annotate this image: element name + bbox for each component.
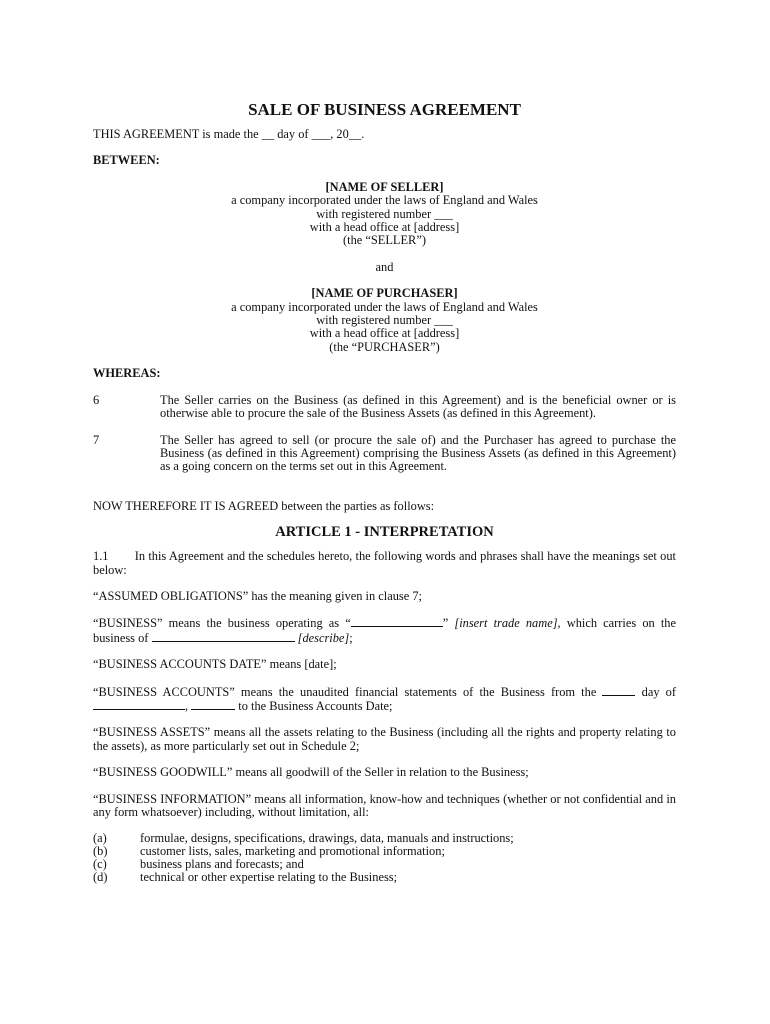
business-description-blank <box>152 631 295 642</box>
recital-number: 6 <box>93 392 100 407</box>
purchaser-line-1: a company incorporated under the laws of England and Wales <box>231 299 538 314</box>
purchaser-line-4: (the “PURCHASER”) <box>329 339 440 354</box>
between-heading: BETWEEN: <box>93 153 160 168</box>
year-blank <box>191 699 235 710</box>
clause-1-1: 1.1 In this Agreement and the schedules hereto, the following words and phrases shall have the meanings set out below: <box>93 549 680 577</box>
seller-line-1: a company incorporated under the laws of England and Wales <box>231 193 538 208</box>
seller-line-4: (the “SELLER”) <box>343 233 426 248</box>
recital-text: The Seller carries on the Business (as defined in this Agreement) and is the beneficial owner or is otherwise able to procure the sale of the Business Assets (as defined in this Agreement). <box>160 392 676 421</box>
list-text: business plans and forecasts; and <box>140 857 304 872</box>
list-label: (d) <box>93 870 108 885</box>
recital-text: The Seller has agreed to sell (or procure the sale of) and the Purchaser has agreed to purchase the Business (as defined in this Agreement) comprising the Business Assets (as defined in this Agreement) as a going concern on the terms set out in this Agreement. <box>160 432 676 474</box>
trade-name-blank <box>351 616 443 627</box>
seller-name: [NAME OF SELLER] <box>325 179 444 194</box>
seller-block <box>93 181 676 248</box>
list-text: customer lists, sales, marketing and promotional information; <box>140 844 445 859</box>
recital-item <box>93 434 676 474</box>
definition-business-goodwill: “BUSINESS GOODWILL” means all goodwill of the Seller in relation to the Business; <box>93 765 529 780</box>
definition-assumed-obligations: “ASSUMED OBLIGATIONS” has the meaning given in clause 7; <box>93 588 422 603</box>
whereas-heading: WHEREAS: <box>93 366 161 381</box>
list-text: formulae, designs, specifications, drawings, data, manuals and instructions; <box>140 831 514 846</box>
list-label: (b) <box>93 844 108 859</box>
purchaser-line-2: with registered number ___ <box>316 313 453 328</box>
list-text: technical or other expertise relating to the Business; <box>140 870 398 885</box>
day-blank <box>602 685 635 696</box>
definition-business-assets: “BUSINESS ASSETS” means all the assets relating to the Business (including all the rights and property relating to the assets), as more particularly set out in Schedule 2; <box>93 725 676 753</box>
recital-number: 7 <box>93 432 100 447</box>
definition-business-information: “BUSINESS INFORMATION” means all information, know-how and techniques (whether or not confidential and in any form whatsoever) including, without limitation, all: <box>93 791 676 819</box>
recital-item <box>93 394 676 421</box>
article-heading: ARTICLE 1 - INTERPRETATION <box>275 524 494 541</box>
purchaser-name: [NAME OF PURCHASER] <box>311 286 458 301</box>
definition-business-accounts-date: “BUSINESS ACCOUNTS DATE” means [date]; <box>93 657 337 672</box>
document-body <box>93 100 680 885</box>
definition-business-accounts: “BUSINESS ACCOUNTS” means the unaudited financial statements of the Business from the day of , to the Business Accounts Date; <box>93 684 676 713</box>
information-list <box>93 832 676 884</box>
list-label: (a) <box>93 831 107 846</box>
now-therefore-line: NOW THEREFORE IT IS AGREED between the parties as follows: <box>93 498 435 513</box>
seller-line-3: with a head office at [address] <box>309 220 460 235</box>
purchaser-block <box>93 287 676 354</box>
intro-line: THIS AGREEMENT is made the __ day of ___, 20__. <box>93 127 365 141</box>
list-item <box>93 871 676 884</box>
and-separator: and <box>375 259 394 274</box>
purchaser-line-3: with a head office at [address] <box>309 326 460 341</box>
document-title: SALE OF BUSINESS AGREEMENT <box>248 100 521 119</box>
definition-business: “BUSINESS” means the business operating as “ ” [insert trade name], which carries on the business of [describe]; <box>93 616 676 645</box>
list-label: (c) <box>93 857 107 872</box>
seller-line-2: with registered number ___ <box>316 206 453 221</box>
month-blank <box>93 699 185 710</box>
